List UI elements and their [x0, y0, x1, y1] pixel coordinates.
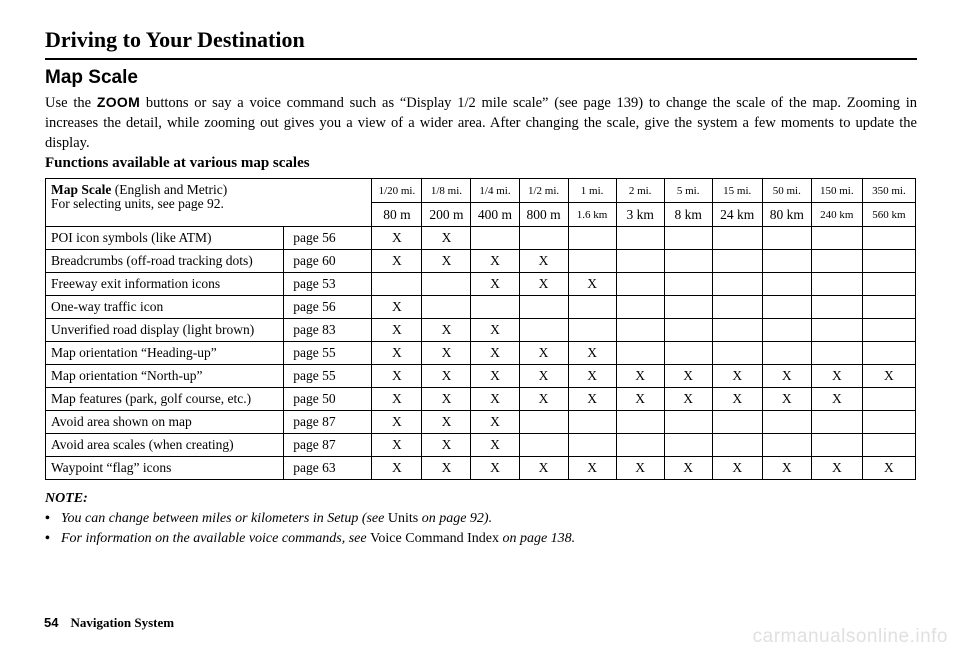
availability-mark: X	[519, 388, 568, 411]
function-label: Avoid area scales (when creating)	[46, 434, 284, 457]
availability-mark: X	[762, 457, 811, 480]
availability-mark	[519, 319, 568, 342]
availability-mark	[862, 273, 915, 296]
table-row	[46, 411, 916, 434]
availability-mark	[664, 411, 712, 434]
availability-mark: X	[422, 250, 471, 273]
availability-mark: X	[616, 388, 664, 411]
page-reference: page 53	[284, 273, 372, 296]
table-row	[46, 296, 916, 319]
availability-mark	[762, 250, 811, 273]
metric-scale-cell: 1.6 km	[568, 203, 616, 227]
availability-mark	[519, 227, 568, 250]
availability-mark: X	[471, 319, 519, 342]
availability-mark: X	[471, 342, 519, 365]
availability-mark: X	[372, 319, 422, 342]
availability-mark	[519, 434, 568, 457]
table-row	[46, 250, 916, 273]
availability-mark	[811, 411, 862, 434]
page-footer	[44, 615, 174, 631]
availability-mark	[712, 434, 762, 457]
availability-mark	[762, 411, 811, 434]
availability-mark	[862, 250, 915, 273]
section-title: Map Scale	[45, 67, 138, 88]
table-row	[46, 365, 916, 388]
availability-mark: X	[422, 319, 471, 342]
note-item-units: • You can change between miles or kilometers in Setup (see Units on page 92).	[45, 509, 575, 529]
metric-scale-cell: 24 km	[712, 203, 762, 227]
availability-mark	[616, 342, 664, 365]
availability-mark: X	[471, 434, 519, 457]
bullet-icon: •	[45, 531, 50, 546]
intro-text-rest: buttons or say a voice command such as “Display 1/2 mile scale” (see page 139) to change the scale of the map. Zooming in increases the detail, while zooming out gives you a view of a wider area. After changing the scale, give the system a few moments to update the display.	[45, 95, 918, 151]
function-label: Avoid area shown on map	[46, 411, 284, 434]
availability-mark	[616, 319, 664, 342]
availability-mark	[519, 411, 568, 434]
zoom-button-label: ZOOM	[96, 94, 141, 110]
function-label: Map orientation “North-up”	[46, 365, 284, 388]
availability-mark: X	[372, 411, 422, 434]
availability-mark	[762, 342, 811, 365]
availability-mark	[862, 434, 915, 457]
availability-mark	[862, 342, 915, 365]
availability-mark: X	[422, 342, 471, 365]
availability-mark: X	[471, 273, 519, 296]
availability-mark	[568, 319, 616, 342]
function-label: Map features (park, golf course, etc.)	[46, 388, 284, 411]
note-block	[45, 489, 575, 549]
miles-header-row	[46, 179, 916, 203]
availability-mark: X	[372, 296, 422, 319]
availability-mark	[862, 227, 915, 250]
availability-mark	[811, 296, 862, 319]
function-label: Map orientation “Heading-up”	[46, 342, 284, 365]
page-reference: page 60	[284, 250, 372, 273]
table-row	[46, 273, 916, 296]
availability-mark	[664, 296, 712, 319]
bullet-icon: •	[45, 511, 50, 526]
availability-mark	[712, 296, 762, 319]
availability-mark: X	[519, 457, 568, 480]
miles-scale-cell: 50 mi.	[762, 179, 811, 203]
page-reference: page 56	[284, 227, 372, 250]
availability-mark: X	[422, 411, 471, 434]
metric-scale-cell: 8 km	[664, 203, 712, 227]
availability-mark: X	[712, 457, 762, 480]
availability-mark: X	[519, 365, 568, 388]
availability-mark	[712, 411, 762, 434]
page-reference: page 87	[284, 434, 372, 457]
availability-mark	[568, 296, 616, 319]
table-row	[46, 319, 916, 342]
availability-mark	[811, 434, 862, 457]
availability-mark: X	[664, 365, 712, 388]
availability-mark: X	[811, 457, 862, 480]
miles-scale-cell: 5 mi.	[664, 179, 712, 203]
availability-mark	[862, 296, 915, 319]
availability-mark: X	[762, 365, 811, 388]
page-reference: page 50	[284, 388, 372, 411]
miles-scale-cell: 350 mi.	[862, 179, 915, 203]
function-label: Breadcrumbs (off-road tracking dots)	[46, 250, 284, 273]
availability-mark	[762, 296, 811, 319]
availability-mark	[616, 273, 664, 296]
availability-mark: X	[712, 388, 762, 411]
miles-scale-cell: 1/4 mi.	[471, 179, 519, 203]
availability-mark: X	[372, 342, 422, 365]
availability-mark	[519, 296, 568, 319]
availability-mark	[568, 434, 616, 457]
page-title: Driving to Your Destination	[45, 27, 305, 52]
availability-mark: X	[519, 342, 568, 365]
availability-mark: X	[422, 388, 471, 411]
availability-mark: X	[422, 457, 471, 480]
availability-mark	[811, 273, 862, 296]
note-title: NOTE:	[45, 491, 88, 506]
availability-mark: X	[568, 457, 616, 480]
availability-mark: X	[862, 365, 915, 388]
availability-mark: X	[664, 457, 712, 480]
availability-mark: X	[811, 388, 862, 411]
map-scale-header	[46, 179, 372, 227]
availability-mark	[862, 319, 915, 342]
intro-paragraph	[45, 92, 917, 153]
page-reference: page 83	[284, 319, 372, 342]
page-number: 54	[44, 615, 59, 630]
table-row	[46, 457, 916, 480]
availability-mark: X	[422, 434, 471, 457]
availability-mark	[762, 434, 811, 457]
availability-mark	[664, 434, 712, 457]
availability-mark	[471, 296, 519, 319]
availability-mark	[372, 273, 422, 296]
availability-mark	[664, 319, 712, 342]
availability-mark: X	[422, 227, 471, 250]
availability-mark	[811, 227, 862, 250]
map-scale-table	[45, 178, 916, 480]
availability-mark: X	[372, 250, 422, 273]
availability-mark	[664, 273, 712, 296]
metric-scale-cell: 200 m	[422, 203, 471, 227]
availability-mark	[568, 411, 616, 434]
availability-mark	[616, 250, 664, 273]
availability-mark: X	[568, 342, 616, 365]
availability-mark	[811, 319, 862, 342]
availability-mark	[862, 411, 915, 434]
availability-mark	[712, 273, 762, 296]
function-label: POI icon symbols (like ATM)	[46, 227, 284, 250]
table-row	[46, 342, 916, 365]
availability-mark: X	[471, 250, 519, 273]
availability-mark: X	[862, 457, 915, 480]
page-reference: page 63	[284, 457, 372, 480]
miles-scale-cell: 1/2 mi.	[519, 179, 568, 203]
metric-scale-cell: 3 km	[616, 203, 664, 227]
miles-scale-cell: 1 mi.	[568, 179, 616, 203]
availability-mark	[811, 342, 862, 365]
availability-mark	[616, 227, 664, 250]
watermark: carmanualsonline.info	[752, 626, 948, 647]
miles-scale-cell: 15 mi.	[712, 179, 762, 203]
availability-mark	[616, 434, 664, 457]
availability-mark	[811, 250, 862, 273]
metric-scale-cell: 800 m	[519, 203, 568, 227]
availability-mark	[616, 296, 664, 319]
availability-mark: X	[372, 434, 422, 457]
map-scale-label-sub: (English and Metric)	[111, 182, 228, 197]
availability-mark	[568, 250, 616, 273]
availability-mark	[762, 227, 811, 250]
function-label: One-way traffic icon	[46, 296, 284, 319]
voice-command-index-reference: Voice Command Index	[370, 531, 499, 546]
page-reference: page 55	[284, 365, 372, 388]
availability-mark: X	[568, 365, 616, 388]
availability-mark	[616, 411, 664, 434]
page-reference: page 56	[284, 296, 372, 319]
metric-scale-cell: 240 km	[811, 203, 862, 227]
map-scale-label: Map Scale	[51, 182, 112, 197]
availability-mark	[422, 273, 471, 296]
availability-mark	[568, 227, 616, 250]
availability-mark: X	[568, 273, 616, 296]
availability-mark: X	[616, 457, 664, 480]
availability-mark: X	[762, 388, 811, 411]
availability-mark: X	[664, 388, 712, 411]
availability-mark: X	[471, 388, 519, 411]
availability-mark: X	[372, 365, 422, 388]
note-item-voice: • For information on the available voice commands, see Voice Command Index on page 138.	[45, 529, 575, 549]
metric-scale-cell: 80 km	[762, 203, 811, 227]
metric-scale-cell: 560 km	[862, 203, 915, 227]
function-label: Waypoint “flag” icons	[46, 457, 284, 480]
availability-mark	[712, 342, 762, 365]
availability-mark	[762, 273, 811, 296]
intro-text-start: Use the	[45, 95, 97, 111]
availability-mark: X	[372, 388, 422, 411]
availability-mark: X	[471, 457, 519, 480]
availability-mark	[762, 319, 811, 342]
availability-mark: X	[519, 273, 568, 296]
metric-scale-cell: 400 m	[471, 203, 519, 227]
table-row	[46, 227, 916, 250]
availability-mark	[712, 227, 762, 250]
availability-mark: X	[471, 365, 519, 388]
units-reference: Units	[387, 511, 419, 526]
availability-mark	[862, 388, 915, 411]
availability-mark	[712, 250, 762, 273]
metric-scale-cell: 80 m	[372, 203, 422, 227]
miles-scale-cell: 1/8 mi.	[422, 179, 471, 203]
availability-mark: X	[811, 365, 862, 388]
availability-mark	[664, 342, 712, 365]
function-label: Freeway exit information icons	[46, 273, 284, 296]
table-title: Functions available at various map scales	[45, 155, 310, 171]
function-label: Unverified road display (light brown)	[46, 319, 284, 342]
page-reference: page 87	[284, 411, 372, 434]
availability-mark: X	[372, 227, 422, 250]
availability-mark: X	[519, 250, 568, 273]
availability-mark: X	[471, 411, 519, 434]
miles-scale-cell: 150 mi.	[811, 179, 862, 203]
availability-mark	[664, 227, 712, 250]
availability-mark	[422, 296, 471, 319]
availability-mark: X	[422, 365, 471, 388]
availability-mark	[712, 319, 762, 342]
availability-mark	[664, 250, 712, 273]
availability-mark: X	[372, 457, 422, 480]
availability-mark: X	[712, 365, 762, 388]
page-header	[45, 26, 917, 60]
units-note: For selecting units, see page 92.	[51, 196, 224, 211]
availability-mark: X	[616, 365, 664, 388]
table-row	[46, 388, 916, 411]
miles-scale-cell: 2 mi.	[616, 179, 664, 203]
availability-mark: X	[568, 388, 616, 411]
miles-scale-cell: 1/20 mi.	[372, 179, 422, 203]
system-name: Navigation System	[70, 615, 175, 630]
table-row	[46, 434, 916, 457]
availability-mark	[471, 227, 519, 250]
page-reference: page 55	[284, 342, 372, 365]
